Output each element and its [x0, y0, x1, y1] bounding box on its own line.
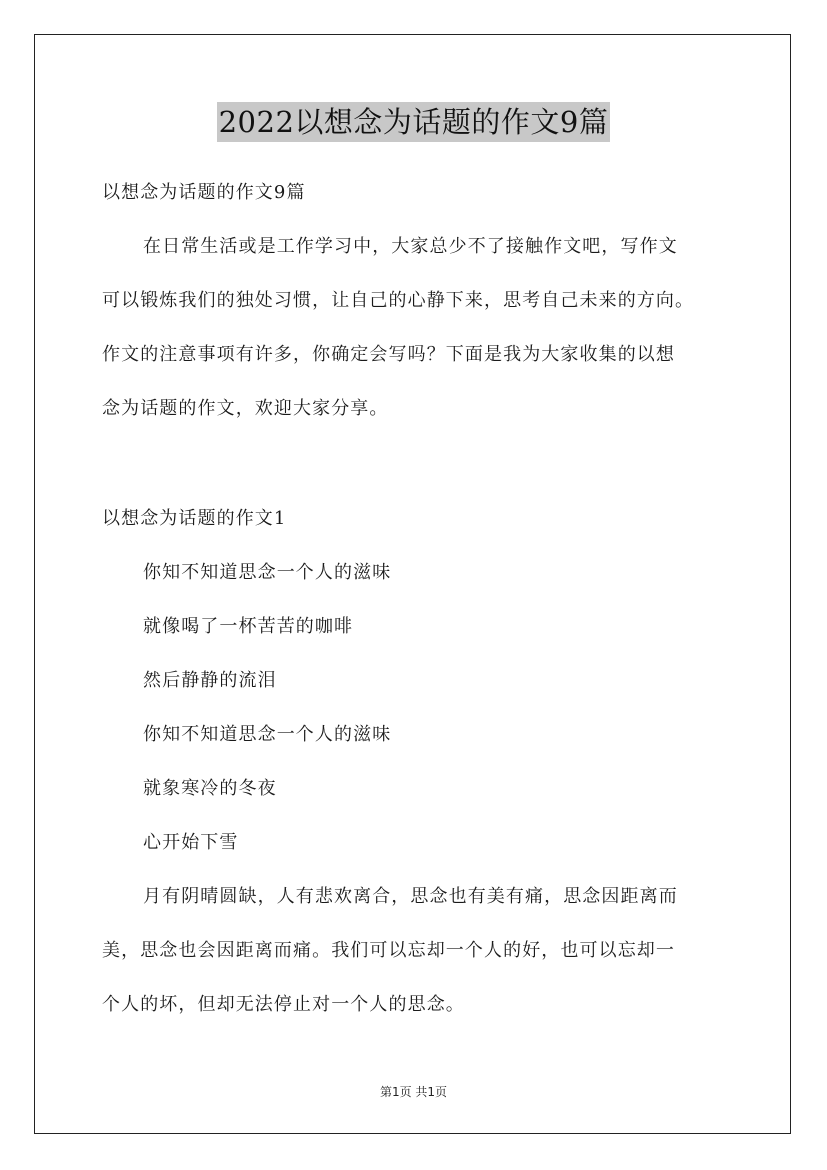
closing-line-2: 美，思念也会因距离而痛。我们可以忘却一个人的好，也可以忘却一 [102, 940, 675, 961]
poem-line-4: 你知不知道思念一个人的滋味 [143, 724, 392, 745]
poem-line-6: 心开始下雪 [143, 832, 239, 853]
poem-line-3: 然后静静的流泪 [143, 670, 277, 691]
intro-line-2: 可以锻炼我们的独处习惯，让自己的心静下来，思考自己未来的方向。 [102, 290, 695, 311]
section-heading: 以想念为话题的作文1 [102, 508, 287, 529]
page-number-footer: 第1页 共1页 [379, 1085, 448, 1099]
closing-line-1: 月有阴晴圆缺，人有悲欢离合，思念也有美有痛，思念因距离而 [143, 886, 678, 907]
title-container [0, 102, 827, 142]
poem-line-2: 就像喝了一杯苦苦的咖啡 [143, 616, 354, 637]
poem-line-5: 就象寒冷的冬夜 [143, 778, 277, 799]
document-title: 2022以想念为话题的作文9篇 [217, 102, 611, 142]
closing-line-3: 个人的坏，但却无法停止对一个人的思念。 [102, 994, 465, 1015]
intro-line-4: 念为话题的作文，欢迎大家分享。 [102, 398, 389, 419]
document-subtitle: 以想念为话题的作文9篇 [102, 182, 306, 203]
poem-line-1: 你知不知道思念一个人的滋味 [143, 562, 392, 583]
intro-line-1: 在日常生活或是工作学习中，大家总少不了接触作文吧，写作文 [143, 236, 678, 257]
intro-line-3: 作文的注意事项有许多，你确定会写吗？下面是我为大家收集的以想 [102, 344, 675, 365]
